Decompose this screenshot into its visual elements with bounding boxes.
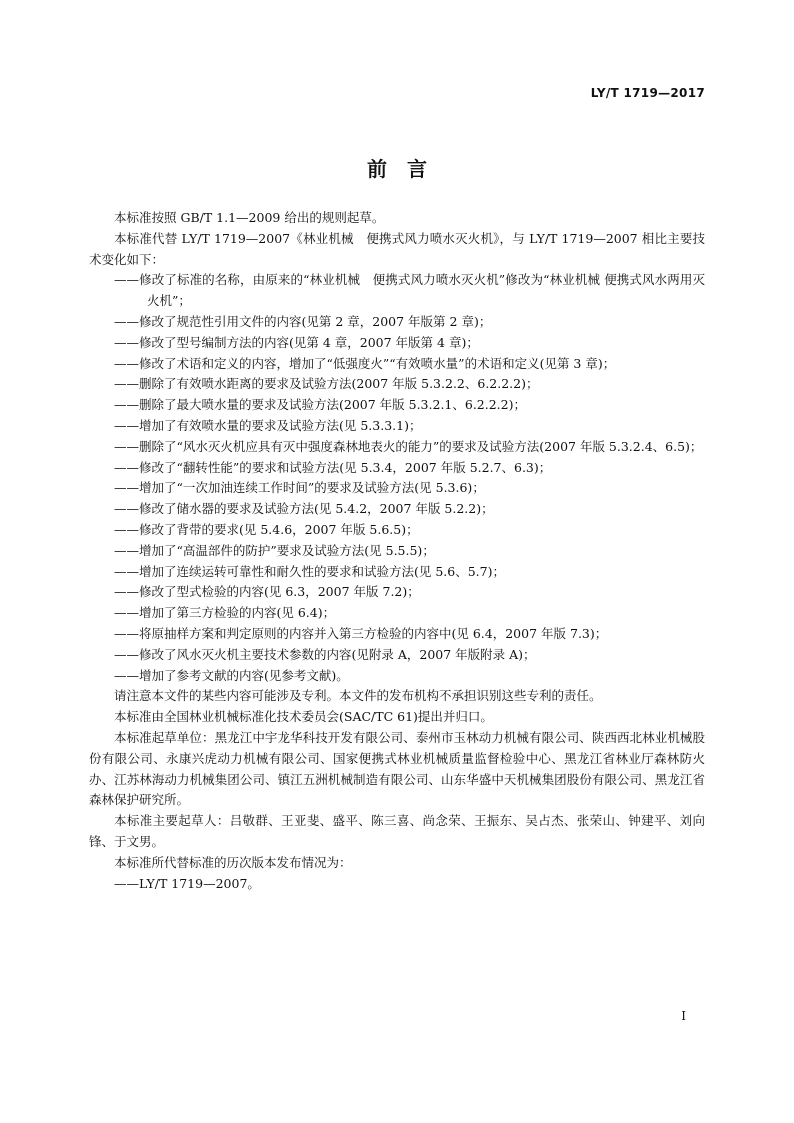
list-item: ——增加了“高温部件的防护”要求及试验方法(见 5.5.5)； [114, 542, 435, 558]
paragraph-drafting-rules: 本标准按照 GB/T 1.1—2009 给出的规则起草。 [114, 210, 385, 225]
list-item: ——删除了最大喷水量的要求及试验方法(2007 年版 5.3.2.1、6.2.2.2)； [114, 397, 526, 413]
list-item: ——修改了规范性引用文件的内容(见第 2 章，2007 年版第 2 章)； [114, 313, 492, 329]
list-item: ——修改了储水器的要求及试验方法(见 5.4.2，2007 年版 5.2.2)； [114, 501, 494, 517]
list-item: ——增加了有效喷水量的要求及试验方法(见 5.3.3.1)； [114, 417, 422, 433]
list-item: ——修改了型式检验的内容(见 6.3，2007 年版 7.2)； [114, 584, 420, 600]
list-item: ——删除了“风水灭火机应具有灭中强度森林地表火的能力”的要求及试验方法(2007 年版 5.3.2.4、6.5)； [114, 438, 703, 454]
changes-list [89, 270, 705, 686]
list-item: ——将原抽样方案和判定原则的内容并入第三方检验的内容中(见 6.4，2007 年版 7.3)； [114, 625, 608, 641]
list-item: ——增加了第三方检验的内容(见 6.4)； [114, 605, 336, 621]
list-item: ——修改了型号编制方法的内容(见第 4 章，2007 年版第 4 章)； [114, 334, 479, 350]
list-item: ——修改了术语和定义的内容，增加了“低强度火”“有效喷水量”的术语和定义(见第 3 章)； [114, 355, 616, 371]
history-item: ——LY/T 1719—2007。 [114, 875, 260, 891]
paragraph-drafters: 本标准主要起草人：吕敬群、王亚斐、盛平、陈三喜、尚念荣、王振东、吴占杰、张荣山、钟建平、刘向锋、于文男。 [89, 813, 705, 849]
paragraph-patent-notice: 请注意本文件的某些内容可能涉及专利。本文件的发布机构不承担识别这些专利的责任。 [114, 688, 602, 704]
paragraph-replacement: 本标准代替 LY/T 1719—2007《林业机械 便携式风力喷水灭火机》，与 LY/T 1719—2007 相比主要技术变化如下： [89, 230, 705, 267]
paragraph-drafting-units: 本标准起草单位：黑龙江中宇龙华科技开发有限公司、泰州市玉林动力机械有限公司、陕西西北林业机械股份有限公司、永康兴虎动力机械有限公司、国家便携式林业机械质量监督检验中心、黑龙江省林业厅森林防火办、江苏林海动力机械集团公司、镇江五洲机械制造有限公司、山东华盛中天机械集团股份有限公司、黑龙江省森林保护研究所。 [89, 729, 705, 808]
list-item: ——增加了连续运转可靠性和耐久性的要求和试验方法(见 5.6、5.7)； [114, 563, 505, 579]
paragraph-history-intro: 本标准所代替标准的历次版本发布情况为： [114, 854, 352, 870]
list-item: ——修改了背带的要求(见 5.4.6，2007 年版 5.6.5)； [114, 521, 419, 537]
foreword-body [89, 208, 705, 894]
list-item: ——增加了“一次加油连续工作时间”的要求及试验方法(见 5.3.6)； [114, 480, 485, 496]
standard-code: LY/T 1719—2017 [590, 86, 705, 100]
list-item: ——删除了有效喷水距离的要求及试验方法(2007 年版 5.3.2.2、6.2.2.2)； [114, 376, 539, 392]
page-title: 前 言 [367, 157, 427, 181]
list-item: ——增加了参考文献的内容(见参考文献)。 [114, 667, 349, 683]
list-item: ——修改了风水灭火机主要技术参数的内容(见附录 A，2007 年版附录 A)； [114, 646, 536, 662]
list-item: ——修改了标准的名称，由原来的“林业机械 便携式风力喷水灭火机”修改为“林业机械 便携式风水两用灭火机”； [114, 272, 705, 309]
paragraph-proposer: 本标准由全国林业机械标准化技术委员会(SAC/TC 61)提出并归口。 [114, 709, 493, 725]
list-item: ——修改了“翻转性能”的要求和试验方法(见 5.3.4，2007 年版 5.2.7、6.3)； [114, 459, 552, 475]
page-number: I [681, 1009, 686, 1023]
